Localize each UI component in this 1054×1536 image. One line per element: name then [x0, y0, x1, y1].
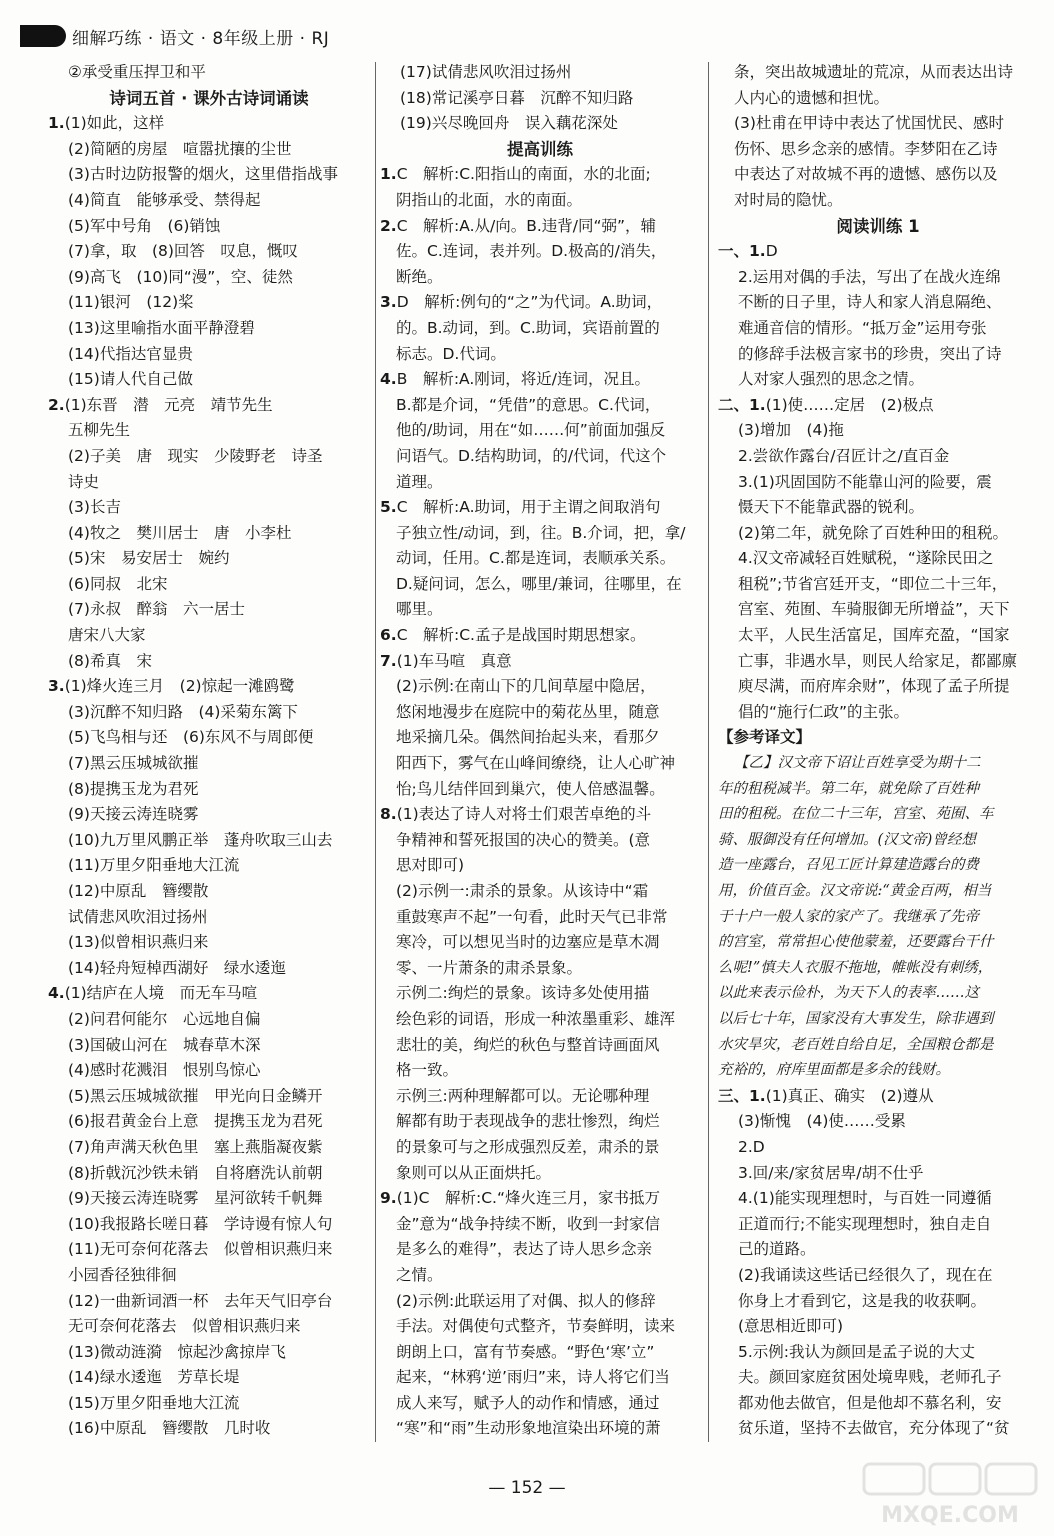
text-line: 唐宋八大家 [68, 626, 146, 645]
text-line: (11)银河 (12)桨 [68, 293, 194, 312]
page-number: — 152 — [488, 1478, 566, 1498]
text-line: (6)同叔 北宋 [68, 574, 168, 593]
text-line: (16)中原乱 簪缨散 几时收 [68, 1419, 271, 1438]
text-line: B.都是介词，“凭借”的意思。C.代词， [396, 395, 661, 414]
text-line: (2)问君何能尔 心远地自偏 [68, 1009, 261, 1028]
text-line: 租税”;节省宫廷开支，“即位二十三年， [738, 574, 1008, 593]
text-line: 8.(1)表达了诗人对将士们艰苦卓绝的斗 [380, 805, 652, 824]
text-line: 2.(1)东晋 潜 元亮 靖节先生 [48, 395, 273, 414]
text-line: 都劝他去做官，但是他却不慕名利，安 [738, 1393, 1002, 1412]
text-line: 4.(1)能实现理想时，与百姓一同遵循 [738, 1189, 992, 1208]
section-heading: 阅读训练 1 [836, 216, 920, 236]
text-line: (13)这里喻指水面平静澄碧 [68, 318, 255, 337]
text-line: 【乙】汉文帝下诏让百姓享受为期十二 [734, 755, 981, 772]
text-line: (13)微动涟漪 惊起沙禽掠岸飞 [68, 1342, 286, 1361]
text-line: 充裕的，府库里面都是多余的钱财。 [718, 1062, 950, 1079]
text-line: 正道而行;不能实现理想时，独自走自 [738, 1214, 992, 1233]
page-header [20, 20, 329, 52]
text-line: 阳西下，雾气在山峰间缭绕，让人心旷神 [396, 754, 676, 773]
text-line: 2.C 解析:A.从/向。B.违背/同“弼”，辅 [380, 216, 657, 235]
text-line: 于十户一般人家的家产了。我继承了先帝 [718, 908, 979, 925]
text-line: 夫。颜回家庭贫困处境卑贱，老师孔子 [738, 1368, 1002, 1387]
text-line: 造一座露台，召见工匠计算建造露台的费 [718, 857, 979, 874]
text-line: (9)高飞 (10)同“漫”，空、徒然 [68, 267, 293, 286]
text-line: (18)常记溪亭日暮 沉醉不知归路 [400, 88, 634, 107]
text-line: 标志。D.代词。 [396, 344, 506, 363]
text-line: (3)国破山河在 城春草木深 [68, 1035, 261, 1054]
text-line: (14)绿水逶迤 芳草长堤 [68, 1368, 240, 1387]
text-line: 9.(1)C 解析:C.“烽火连三月，家书抵万 [380, 1189, 660, 1208]
header-tab-mark [20, 25, 66, 47]
text-line: 伤怀、思乡念亲的感情。李梦阳在乙诗 [734, 139, 998, 158]
text-line: (6)报君黄金台上意 提携玉龙为君死 [68, 1112, 323, 1131]
text-line: 断绝。 [396, 267, 443, 286]
text-line: 三、1.(1)真正、确实 (2)遵从 [718, 1086, 934, 1105]
section-heading: 提高训练 [507, 139, 573, 159]
text-line: 4.汉文帝减轻百姓赋税，“遂除民田之 [738, 549, 994, 568]
text-line: (2)示例一:肃杀的景象。从该诗中“霜 [396, 882, 649, 900]
text-line: (2)示例:在南山下的几间草屋中隐居， [396, 677, 656, 696]
text-line: (8)提携玉龙为君死 [68, 779, 199, 798]
text-line: 慑天下不能靠武器的锐利。 [738, 498, 925, 517]
text-line: (11)无可奈何花落去 似曾相识燕归来 [68, 1240, 333, 1259]
text-line: 佐。C.连词，表并列。D.极高的/消失， [396, 242, 667, 261]
text-line: (15)万里夕阳垂地大江流 [68, 1393, 240, 1412]
column-divider-1 [375, 62, 376, 1442]
text-line: 己的道路。 [738, 1240, 816, 1259]
text-line: 2.运用对偶的手法，写出了在战火连绵 [738, 267, 1001, 286]
text-line: 示例二:绚烂的景象。该诗多处使用描 [396, 984, 650, 1003]
text-line: 难通音信的情形。“抵万金”运用夸张 [738, 318, 987, 337]
text-line: D.疑问词，怎么，哪里/兼词，往哪里，在 [396, 574, 682, 593]
text-line: 贫乐道，坚持不去做官，充分体现了“贫 [738, 1419, 1010, 1438]
text-line: 3.D 解析:例句的“之”为代词。A.助词， [380, 293, 663, 312]
text-line: 地采摘几朵。偶然间抬起头来，看那夕 [396, 728, 660, 747]
text-line: (8)希真 宋 [68, 651, 152, 670]
text-line: 2.D [738, 1137, 765, 1156]
text-line: (4)简直 能够承受、禁得起 [68, 190, 261, 209]
text-line: (2)示例:此联运用了对偶、拟人的修辞 [396, 1291, 656, 1310]
text-line: 3.(1)巩固国防不能靠山河的险要，震 [738, 472, 992, 491]
text-line: 的。B.动词，到。C.助词，宾语前置的 [396, 318, 660, 337]
text-line: 子独立性/动词，到，往。B.介词，把，拿/ [396, 523, 686, 542]
header-title: 细解巧练 · 语文 · 8年级上册 · RJ [72, 28, 330, 49]
text-line: 哪里。 [396, 600, 443, 619]
text-line: 【参考译文】 [718, 728, 812, 747]
text-line: (2)子美 唐 现实 少陵野老 诗圣 [68, 446, 323, 465]
column-2 [380, 60, 700, 1442]
text-line: 不断的日子里，诗人和家人消息隔绝、 [738, 293, 1002, 312]
column-1 [48, 60, 370, 1442]
text-line: 争精神和誓死报国的决心的赞美。(意 [396, 830, 651, 849]
text-line: 骑、服御没有任何增加。(汉文帝)曾经想 [718, 831, 976, 848]
text-line: (4)牧之 樊川居士 唐 小李杜 [68, 523, 292, 542]
text-line: (3)增加 (4)拖 [738, 421, 844, 440]
text-line: (12)一曲新词酒一杯 去年天气旧亭台 [68, 1291, 333, 1310]
text-line: 动词，任用。C.都是连词，表顺承关系。 [396, 549, 676, 568]
text-line: 以此来表示俭朴，为天下人的表率……这 [718, 985, 979, 1002]
text-line: (7)永叔 醉翁 六一居士 [68, 600, 245, 619]
text-line: 7.(1)车马喧 真意 [380, 651, 512, 670]
text-line: 诗史 [68, 472, 100, 491]
text-line: 3.回/来/家贫居卑/胡不仕乎 [738, 1163, 924, 1182]
text-line: (2)简陋的房屋 喧嚣扰攘的尘世 [68, 139, 292, 158]
text-line: 他的/助词，用在“如……何”前面加强反 [396, 421, 666, 440]
text-line: (7)角声满天秋色里 塞上燕脂凝夜紫 [68, 1137, 323, 1156]
text-line: 悠闲地漫步在庭院中的菊花丛里，随意 [396, 702, 660, 721]
text-line: (13)似曾相识燕归来 [68, 933, 209, 952]
text-line: 解都有助于表现战争的悲壮惨烈，绚烂 [396, 1112, 660, 1131]
text-line: (17)试倩悲风吹泪过扬州 [400, 63, 572, 81]
text-line: 寒冷，可以想见当时的边塞应是草木凋 [396, 933, 660, 952]
text-line: 格一致。 [396, 1061, 459, 1080]
text-line: 5.C 解析:A.助词，用于主谓之间取消句 [380, 498, 661, 517]
text-line: (11)万里夕阳垂地大江流 [68, 856, 240, 875]
text-line: 问语气。D.结构助词，的/代词，代这个 [396, 446, 667, 465]
text-line: (3)沉醉不知归路 (4)采菊东篱下 [68, 702, 298, 721]
text-line: (7)黑云压城城欲摧 [68, 754, 199, 773]
text-line: 二、1.(1)使……定居 (2)极点 [718, 395, 934, 414]
text-line: 试倩悲风吹泪过扬州 [68, 907, 208, 926]
text-line: 庾尽满，而府库余财”，体现了孟子所提 [738, 677, 1010, 696]
text-line: (3)长吉 [68, 498, 121, 517]
column-divider-2 [708, 62, 709, 1442]
text-line: 倡的“施行仁政”的主张。 [738, 702, 910, 721]
text-line: 的景象可与之形成强烈反差，肃杀的景 [396, 1137, 660, 1156]
text-line: (10)九万里风鹏正举 蓬舟吹取三山去 [68, 830, 333, 849]
text-line: (5)黑云压城城欲摧 甲光向日金鳞开 [68, 1086, 323, 1105]
text-line: 五柳先生 [68, 421, 131, 440]
text-line: 零、一片萧条的肃杀景象。 [396, 958, 583, 977]
text-line: 一、1.D [718, 242, 778, 261]
text-line: (4)感时花溅泪 恨别鸟惊心 [68, 1061, 261, 1080]
text-line: 道理。 [396, 472, 443, 491]
text-line: (14)代指达官显贵 [68, 344, 193, 363]
text-line: 的宫室，常常担心使他蒙羞，还要露台干什 [718, 934, 994, 951]
text-line: (5)军中号角 (6)销蚀 [68, 216, 221, 235]
text-line: ②承受重压捍卫和平 [68, 63, 206, 81]
text-line: 对时局的隐忧。 [734, 190, 843, 209]
text-line: 1.C 解析:C.阳指山的南面，水的北面; [380, 165, 651, 184]
text-line: 示例三:两种理解都可以。无论哪种理 [396, 1086, 650, 1105]
text-line: 的修辞手法极言家书的珍贵，突出了诗 [738, 344, 1002, 363]
text-line: 1.(1)如此，这样 [48, 114, 165, 133]
text-line: 3.(1)烽火连三月 (2)惊起一滩鸥鹭 [48, 677, 295, 696]
text-line: 起来，“林鸦‘逆’雨归”来，诗人将它们当 [396, 1368, 670, 1387]
text-line: (12)中原乱 簪缨散 [68, 882, 209, 900]
text-line: 水灾旱灾，老百姓自给自足，全国粮仓都是 [718, 1036, 994, 1053]
text-line: (3)古时边防报警的烟火，这里借指战事 [68, 165, 338, 184]
text-line: 5.示例:我认为颜回是孟子说的大丈 [738, 1342, 976, 1361]
text-line: (10)我报路长嗟日暮 学诗谩有惊人句 [68, 1214, 333, 1233]
text-line: 太平，人民生活富足，国库充盈，“国家 [738, 626, 1010, 645]
text-line: 悲壮的美，绚烂的秋色与整首诗画面风 [396, 1035, 660, 1054]
text-line: 绘色彩的词语，形成一种浓墨重彩、雄浑 [396, 1009, 676, 1028]
section-heading: 诗词五首 · 课外古诗词诵读 [109, 88, 309, 108]
text-line: 以后七十年，国家没有大事发生，除非遇到 [718, 1010, 994, 1027]
text-line: “寒”和“雨”生动形象地渲染出环境的萧 [396, 1419, 661, 1438]
text-line: 中表达了对故城不再的遗憾、感伤以及 [734, 165, 998, 184]
text-line: 阴指山的北面，水的南面。 [396, 190, 583, 209]
text-line: 成人来写，赋予人的动作和情感，通过 [396, 1393, 660, 1412]
text-line: (3)惭愧 (4)使……受累 [738, 1112, 906, 1131]
text-line: (9)天接云涛连晓雾 [68, 805, 199, 824]
text-line: 朗朗上口，富有节奏感。“野色‘寒’立” [396, 1342, 655, 1361]
text-line: 无可奈何花落去 似曾相识燕归来 [68, 1317, 301, 1336]
text-line: (7)拿，取 (8)回答 叹息，慨叹 [68, 242, 298, 261]
text-line: (8)折戟沉沙铁未销 自将磨洗认前朝 [68, 1163, 323, 1182]
text-line: 是多么的难得”，表达了诗人思乡念亲 [396, 1240, 653, 1259]
text-line: 用，价值百金。汉文帝说:“黄金百两，相当 [718, 883, 992, 899]
watermark-text: MXQE.COM [881, 1503, 1019, 1528]
text-line: (14)轻舟短棹西湖好 绿水逶迤 [68, 958, 286, 977]
text-line: 么呢!”慎夫人衣服不拖地，帷帐没有刺绣， [718, 959, 993, 976]
text-line: 重鼓寒声不起”一句看，此时天气已非常 [396, 907, 668, 926]
text-line: 条，突出故城遗址的荒凉，从而表达出诗 [734, 63, 1014, 81]
text-line: 4.B 解析:A.刚词，将近/连词，况且。 [380, 370, 651, 389]
text-line: (5)飞鸟相与还 (6)东风不与周郎便 [68, 728, 314, 747]
text-line: (15)请人代自己做 [68, 370, 193, 389]
text-line: 之情。 [396, 1265, 443, 1284]
text-line: (2)第二年，就免除了百姓种田的租税。 [738, 523, 1008, 542]
column-3 [718, 60, 1038, 1442]
text-line: (19)兴尽晚回舟 误入藕花深处 [400, 114, 618, 133]
text-line: 田的租税。在位二十三年，宫室、苑囿、车 [718, 806, 994, 823]
text-line: (2)我诵读这些话已经很久了，现在在 [738, 1265, 993, 1284]
text-line: 思对即可) [396, 856, 465, 875]
text-line: 6.C 解析:C.孟子是战国时期思想家。 [380, 626, 646, 645]
text-line: 宫室、苑囿、车骑服御无所增益”，天下 [738, 600, 1010, 619]
text-line: 怡;鸟儿结伴回到巢穴，使人倍感温馨。 [396, 779, 665, 798]
text-line: (5)宋 易安居士 婉约 [68, 549, 230, 568]
text-line: 亡事，非遇水旱，则民人给家足，都鄙廪 [738, 651, 1018, 670]
text-line: 4.(1)结庐在人境 而无车马喧 [48, 984, 258, 1003]
watermark-logo-icon [860, 1460, 1040, 1528]
text-line: 象则可以从正面烘托。 [396, 1163, 552, 1182]
text-line: 你身上才看到它，这是我的收获啊。 [738, 1291, 987, 1310]
text-line: (意思相近即可) [738, 1317, 844, 1336]
text-line: 小园香径独徘徊 [68, 1265, 177, 1284]
text-line: 年的租税减半。第二年，就免除了百姓种 [718, 780, 979, 797]
text-line: 人内心的遗憾和担忧。 [734, 88, 890, 107]
text-line: (9)天接云涛连晓雾 星河欲转千帆舞 [68, 1189, 323, 1208]
text-line: 2.尝欲作露台/召匠计之/直百金 [738, 446, 950, 465]
text-line: 人对家人强烈的思念之情。 [738, 370, 925, 389]
text-line: 手法。对偶使句式整齐，节奏鲜明，读来 [396, 1317, 676, 1336]
text-line: 金”意为“战争持续不断，收到一封家信 [396, 1214, 661, 1233]
text-line: (3)杜甫在甲诗中表达了忧国忧民、感时 [734, 114, 1004, 133]
